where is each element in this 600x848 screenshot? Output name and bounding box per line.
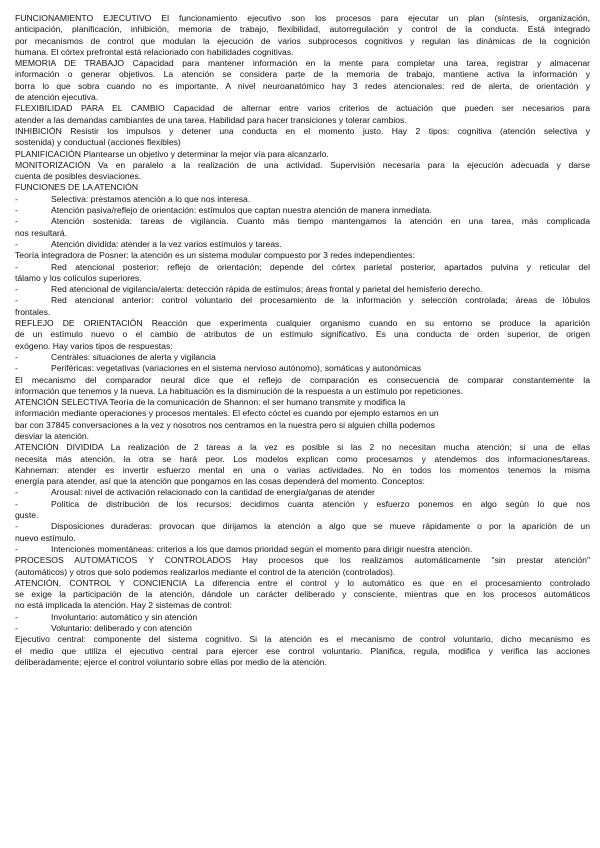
list-item-text: Política de distribución de los recursos: decidimos cuanta atención y esfuerzo ponemos en algo según lo que nos — [51, 498, 590, 509]
bullet-dash: - — [15, 193, 18, 204]
list-item — [15, 521, 590, 532]
list-item-text: Selectiva: prestamos atención a lo que nos interesa. — [51, 193, 251, 204]
list-item — [15, 216, 590, 227]
text-line: el medio que utiliza el ejecutivo central para ejercer ese control voluntario. Planifica, regula, modifica y verifica las acciones — [15, 645, 590, 656]
list-item-text: Red atencional de vigilancia/alerta: detección rápida de estímulos; áreas frontal y parietal del hemisferio derecho. — [51, 284, 483, 295]
list-item — [15, 352, 590, 363]
list-item-text: Arousal: nivel de activación relacionado con la cantidad de energía/ganas de atender — [51, 487, 375, 498]
text-line: sostenida) y conductual (acciones flexibles) — [15, 137, 181, 148]
text-line: REFLEJO DE ORIENTACIÓN Reacción que experimenta cualquier organismo cuando en su entorno se produce la aparición — [15, 318, 590, 329]
text-line: FUNCIONAMIENTO EJECUTIVO El funcionamiento ejecutivo son los procesos para ejecutar un plan (síntesis, organización, — [15, 13, 590, 23]
text-line: Ejecutivo central: componente del sistema cognitivo. Si la atención es el mecanismo de control voluntario, dicho mecanismo es — [15, 634, 590, 645]
list-item-text: Atención dividida: atender a la vez varios estímulos y tareas. — [51, 238, 282, 249]
text-line: PROCESOS AUTOMÁTICOS Y CONTROLADOS Hay procesos que los realizamos automáticamente "sin prestar atención" — [15, 555, 590, 566]
list-item-text: Periféricas: vegetativas (variaciones en el sistema nervioso autónomo), somáticas y autonómicas — [51, 363, 422, 374]
list-item — [15, 612, 590, 623]
text-line: Kahneman: atender es invertir esfuerzo mental en una o varias actividades. No en todos los momentos tenemos la misma — [15, 464, 590, 475]
text-line: nuevo estímulo. — [15, 532, 76, 543]
text-line: por mecanismos de control que modulan la ejecución de varios subprocesos cognitivos y regulan las dinámicas de la cognición — [15, 35, 590, 46]
bullet-dash: - — [15, 216, 18, 227]
text-line: MONITORIZACIÓN Va en paralelo a la realización de una actividad. Supervisión necesaria para la ejecución adecuada y darse — [15, 159, 590, 170]
bullet-dash: - — [15, 284, 18, 295]
text-line: de atención ejecutiva. — [15, 92, 99, 103]
text-line: Teoría integradora de Posner: la atención es un sistema modular compuesto por 3 redes independientes: — [15, 250, 415, 261]
text-line: cuenta de posibles desviaciones. — [15, 171, 142, 182]
bullet-dash: - — [15, 261, 18, 272]
bullet-dash: - — [15, 543, 18, 554]
list-item-text: Involuntario: automático y sin atención — [51, 611, 198, 622]
bullet-dash: - — [15, 487, 18, 498]
text-line: no está implicada la atención. Hay 2 sistemas de control: — [15, 600, 232, 611]
bullet-dash: - — [15, 498, 18, 509]
text-line: se exige la participación de la atención, dándole un carácter deliberado y consciente, mientras que en los procesos automáticos — [15, 589, 590, 600]
text-line: necesita más atención, la otra se hará peor. Los modelos explican como procesamos y atendemos dos informaciones/tareas. — [15, 453, 590, 464]
text-line: (automáticos) y otros que solo podemos realizarlos mediante el control de la atención (controlados). — [15, 566, 396, 577]
text-line: frontales. — [15, 306, 51, 317]
list-item — [15, 487, 590, 498]
text-line: ATENCIÓN DIVIDIDA La realización de 2 tareas a la vez es posible si las 2 no necesitan mucha atención; si una de ellas — [15, 442, 590, 453]
list-item-text: Centrales: situaciones de alerta y vigilancia — [51, 351, 216, 362]
text-line: información mediante operaciones y procesos mentales. El efecto cóctel es cuando por ejemplo estamos en un — [15, 408, 439, 419]
text-line: ATENCIÓN SELECTIVA Teoría de la comunicación de Shannon: el ser humano transmite y modifica la — [15, 397, 406, 408]
list-item-text: Intenciones momentáneas: criterios a los que damos prioridad según el momento para dirigir nuestra atención. — [51, 543, 473, 554]
list-item-text: Red atencional posterior: reflejo de orientación; depende del córtex parietal posterior, apartados pulvina y reticular del — [51, 261, 590, 272]
list-item — [15, 544, 590, 555]
section-heading: FUNCIONES DE LA ATENCIÓN — [15, 182, 139, 193]
list-item-text: Voluntario: deliberado y con atención — [51, 623, 192, 634]
bullet-dash: - — [15, 238, 18, 249]
text-line: PLANIFICACIÓN Plantearse un objetivo y determinar la mejor vía para alcanzarlo. — [15, 148, 329, 159]
list-item — [15, 623, 590, 634]
bullet-dash: - — [15, 623, 18, 634]
text-line: ATENCIÓN, CONTROL Y CONCIENCIA La diferencia entre el control y lo automático es que en el procesamiento controlado — [15, 577, 590, 588]
list-item — [15, 205, 590, 216]
text-line: información que tenemos y la nueva. La habituación es la disminución de la respuesta a un estímulo por repeticiones. — [15, 385, 464, 396]
bullet-dash: - — [15, 205, 18, 216]
bullet-dash: - — [15, 363, 18, 374]
list-item — [15, 194, 590, 205]
list-item — [15, 363, 590, 374]
list-item — [15, 239, 590, 250]
text-line: atender a las demandas cambiantes de una tarea. Habilidad para hacer transiciones y tolerar cambios. — [15, 114, 407, 125]
list-item-text: Disposiciones duraderas: provocan que dirijamos la atención a algo que se mueve rápidamente o por la aparición de un — [51, 521, 590, 532]
text-line: guste. — [15, 510, 39, 521]
bullet-dash: - — [15, 295, 18, 306]
text-line: INHIBICIÓN Resistir los impulsos y detener una conducta en el momento justo. Hay 2 tipos: cognitiva (atención selectiva y — [15, 125, 590, 136]
text-line: bar con 37845 conversaciones a la vez y nosotros nos centramos en la nuestra pero si alguien chilla podemos — [15, 419, 435, 430]
text-line: humana. El córtex prefrontal está relacionado con habilidades cognitivas. — [15, 46, 294, 57]
text-line: deliberadamente; ejerce el control voluntario sobre ellas por medio de la atención. — [15, 656, 327, 667]
bullet-dash: - — [15, 611, 18, 622]
text-line: nos resultará. — [15, 227, 68, 238]
text-line: información o generar objetivos. La atención se considera parte de la memoria de trabajo, mantiene activa la información y — [15, 69, 590, 80]
list-item — [15, 284, 590, 295]
text-line: tálamo y los colículos superiores. — [15, 272, 142, 283]
list-item-text: Red atencional anterior: control voluntario del procesamiento de la información y selección controlada; áreas de lóbulos — [51, 295, 590, 306]
text-line: exógeno. Hay varios tipos de respuestas: — [15, 340, 173, 351]
list-item — [15, 295, 590, 306]
list-item-text: Atención sostenida: tareas de vigilancia. Cuanto más tiempo mantengamos la atención en una tarea, más complicada — [51, 216, 590, 227]
bullet-dash: - — [15, 351, 18, 362]
text-line: anticipación, planificación, inhibición, memoria de trabajo, flexibilidad, autorregulación y control de la conducta. Está integrado — [15, 24, 590, 35]
list-item-text: Atención pasiva/reflejo de orientación: estímulos que captan nuestra atención de manera inmediata. — [51, 205, 432, 216]
text-line: borra lo que sobra cuando no es importante. A nivel neuroanatómico hay 3 redes atencionales: red de alerta, de orientación y — [15, 80, 590, 91]
text-line: FLEXIBILIDAD PARA EL CAMBIO Capacidad de alternar entre varios criterios de actuación que pueden ser necesarios para — [15, 103, 590, 114]
list-item — [15, 499, 590, 510]
text-line: desviar la atención. — [15, 430, 90, 441]
text-line: MEMORIA DE TRABAJO Capacidad para mantener información en la mente para completar una tarea, registrar y almacenar — [15, 58, 590, 69]
text-line: de un estímulo nuevo o el cambio de atributos de un estímulo significativo. Es una conducta de orden superior, de origen — [15, 329, 590, 340]
bullet-dash: - — [15, 521, 18, 532]
text-line: El mecanismo del comparador neural dice que el reflejo de comparación es consecuencia de comparar constantemente la — [15, 374, 590, 385]
text-line: energía para atender, así que la atención que pongamos en las cosas dependerá del momento. Conceptos: — [15, 476, 425, 487]
list-item — [15, 262, 590, 273]
